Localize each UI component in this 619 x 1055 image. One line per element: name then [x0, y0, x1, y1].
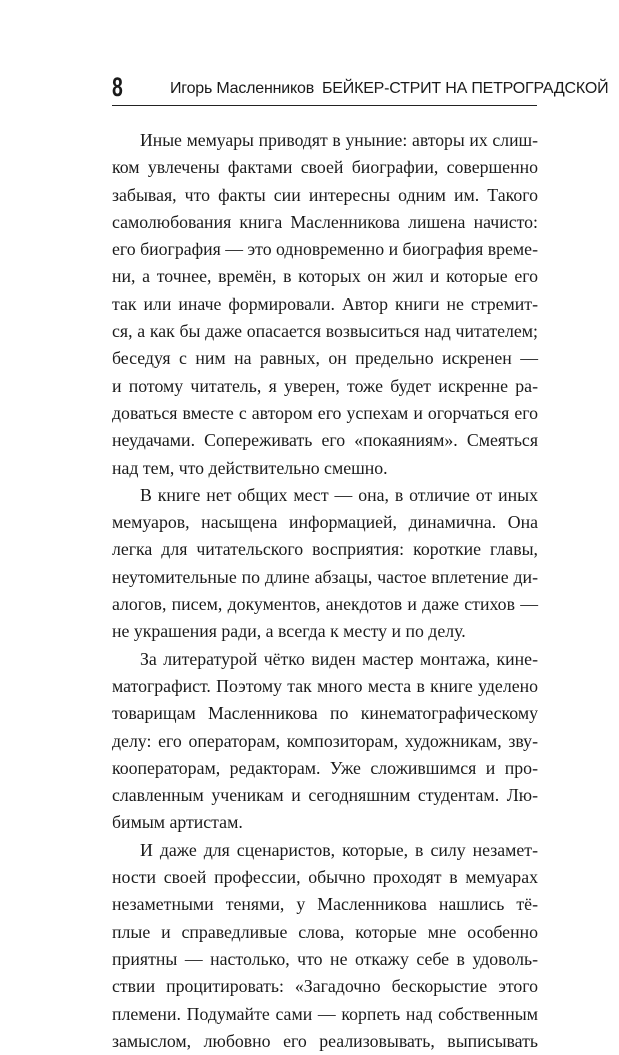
text-line: И даже для сценаристов, которые, в силу незамет- [140, 839, 538, 860]
text-line: За литературой чётко виден мастер монтажа, кине- [140, 648, 538, 669]
text-line: алогов, писем, документов, анекдотов и даже стихов — [112, 594, 538, 615]
text-line: забывая, что факты сии интересны одним им. Такого [112, 184, 538, 205]
running-head [112, 72, 609, 106]
text-line: неудачами. Сопереживать его «покаяниям». Смеяться [112, 430, 538, 451]
text-line: ком увлечены фактами своей биографии, совершенно [112, 157, 538, 178]
text-line: племени. Подумайте сами — корпеть над собственным [112, 1003, 538, 1024]
text-line: плые и справедливые слова, которые мне особенно [112, 921, 538, 942]
text-line: так или иначе формировали. Автор книги не стремит- [112, 293, 538, 314]
text-line: его биография — это одновременно и биография време- [112, 239, 538, 260]
text-line: ся, а как бы даже опасается возвыситься над читателем; [112, 321, 538, 342]
text-line: замыслом, любовно его реализовывать, выписывать [112, 1030, 538, 1051]
text-line: беседуя с ним на равных, он предельно искренен — [112, 348, 538, 369]
text-line: ности своей профессии, обычно проходят в мемуарах [112, 867, 538, 888]
header-rule [112, 105, 537, 106]
text-line: делу: его операторам, композиторам, художникам, зву- [112, 730, 538, 751]
text-line: матографист. Поэтому так много места в книге уделено [112, 675, 538, 696]
text-line: легка для читательского восприятия: короткие главы, [112, 539, 538, 560]
text-line: приятны — настолько, что не откажу себе в удоволь- [112, 948, 538, 969]
text-line: незаметными тенями, у Масленникова нашлись тё- [112, 894, 538, 915]
running-head-title: БЕЙКЕР-СТРИТ НА ПЕТРОГРАДСКОЙ [322, 80, 609, 97]
text-line: доваться вместе с автором его успехам и огорчаться его [112, 402, 538, 423]
text-line: В книге нет общих мест — она, в отличие от иных [140, 484, 538, 505]
text-line: над тем, что действительно смешно. [112, 457, 388, 478]
text-line: славленным ученикам и сегодняшним студентам. Лю- [112, 785, 538, 806]
body-text [112, 127, 538, 1055]
text-line: ни, а точнее, времён, в которых он жил и которые его [112, 266, 538, 287]
page-number: 8 [112, 72, 123, 102]
text-line: Иные мемуары приводят в уныние: авторы их слиш- [140, 130, 538, 150]
running-head-author: Игорь Масленников [170, 80, 314, 97]
text-line: мемуаров, насыщена информацией, динамична. Она [112, 512, 538, 533]
running-head-text [170, 79, 609, 99]
text-line: бимым артистам. [112, 812, 243, 833]
text-line: ствии процитировать: «Загадочно бескорыстие этого [112, 976, 538, 997]
text-line: неутомительные по длине абзацы, частое вплетение ди- [112, 566, 538, 587]
text-line: самолюбования книга Масленникова лишена начисто: [112, 211, 538, 232]
text-line: не украшения ради, а всегда к месту и по делу. [112, 621, 466, 642]
text-line: кооператорам, редакторам. Уже сложившимся и про- [112, 757, 538, 778]
text-line: товарищам Масленникова по кинематографическому [112, 703, 538, 724]
text-line: и потому читатель, я уверен, тоже будет искренне ра- [112, 375, 538, 396]
